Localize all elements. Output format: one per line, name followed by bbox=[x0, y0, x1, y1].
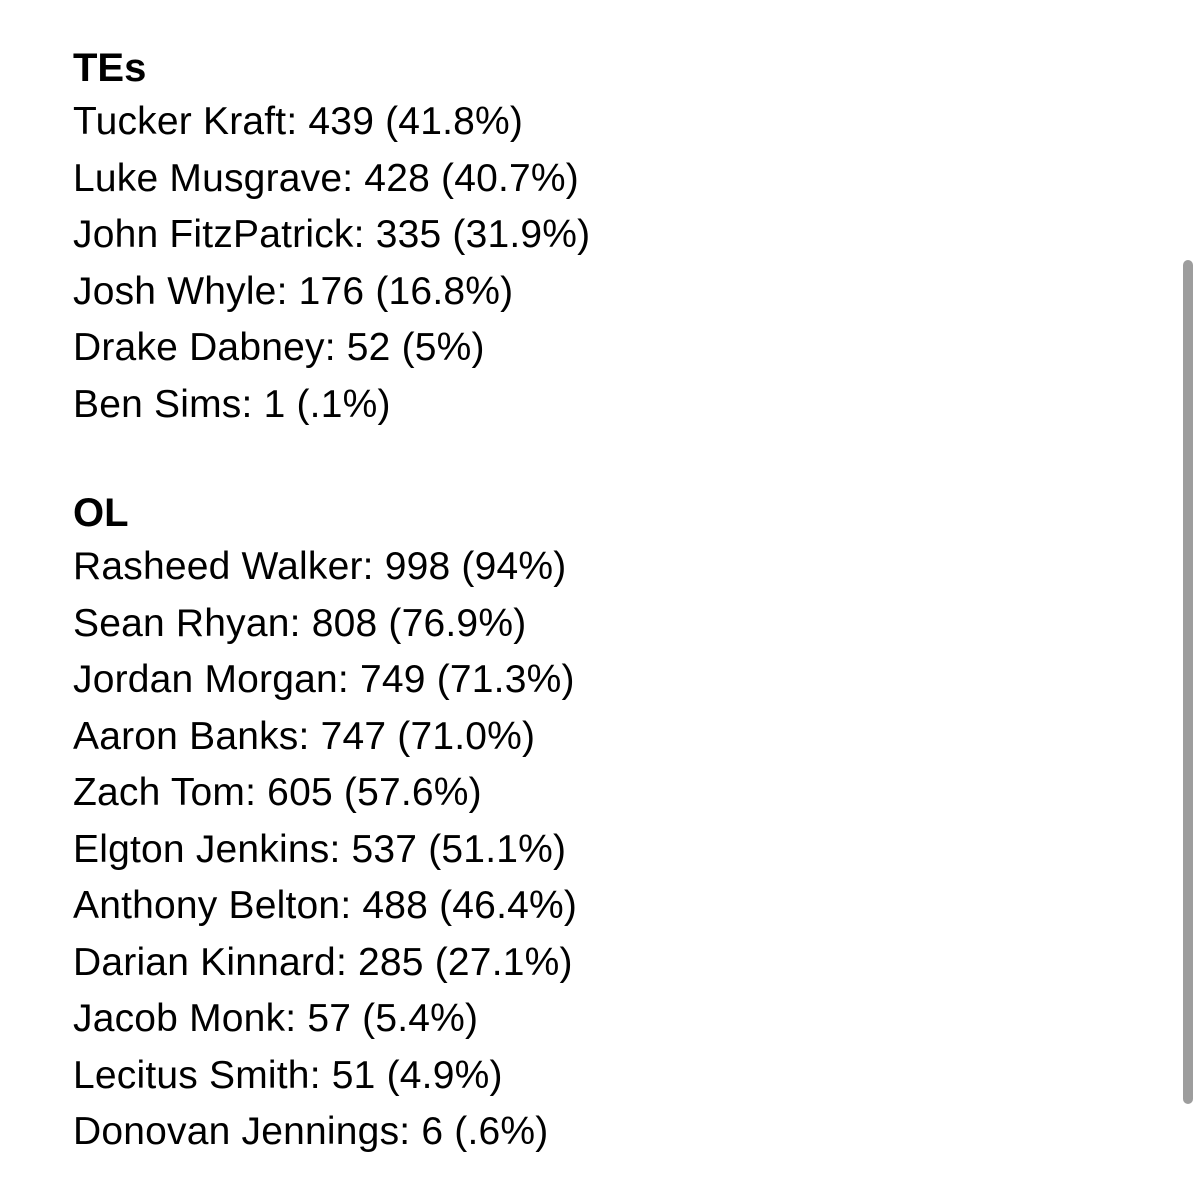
stat-line: Aaron Banks: 747 (71.0%) bbox=[73, 714, 536, 758]
stat-line: Sean Rhyan: 808 (76.9%) bbox=[73, 601, 527, 645]
ol-list bbox=[73, 539, 1153, 1161]
section-heading-tes: TEs bbox=[73, 46, 147, 90]
tes-section bbox=[73, 43, 1153, 433]
stat-line: Rasheed Walker: 998 (94%) bbox=[73, 545, 567, 588]
vertical-scrollbar[interactable] bbox=[1176, 0, 1200, 1195]
stat-line: Tucker Kraft: 439 (41.8%) bbox=[73, 100, 524, 143]
stat-line: Darian Kinnard: 285 (27.1%) bbox=[73, 940, 573, 984]
section-spacer bbox=[73, 433, 1153, 488]
section-heading-ol: OL bbox=[73, 491, 129, 535]
stat-line: Zach Tom: 605 (57.6%) bbox=[73, 771, 482, 814]
stat-line: John FitzPatrick: 335 (31.9%) bbox=[73, 213, 591, 256]
stat-line: Ben Sims: 1 (.1%) bbox=[73, 382, 391, 426]
stat-line: Donovan Jennings: 6 (.6%) bbox=[73, 1110, 549, 1153]
stat-line: Jacob Monk: 57 (5.4%) bbox=[73, 997, 479, 1040]
stat-line: Luke Musgrave: 428 (40.7%) bbox=[73, 156, 579, 200]
stat-line: Jordan Morgan: 749 (71.3%) bbox=[73, 658, 575, 701]
stat-line: Drake Dabney: 52 (5%) bbox=[73, 326, 485, 369]
tes-list bbox=[73, 94, 1153, 433]
stat-line: Elgton Jenkins: 537 (51.1%) bbox=[73, 827, 567, 871]
ol-section bbox=[73, 488, 1153, 1161]
stat-line: Anthony Belton: 488 (46.4%) bbox=[73, 884, 578, 927]
scrollbar-thumb[interactable] bbox=[1183, 260, 1193, 1104]
stat-line: Josh Whyle: 176 (16.8%) bbox=[73, 269, 514, 313]
document-content bbox=[73, 43, 1153, 1161]
stat-line: Lecitus Smith: 51 (4.9%) bbox=[73, 1053, 503, 1097]
